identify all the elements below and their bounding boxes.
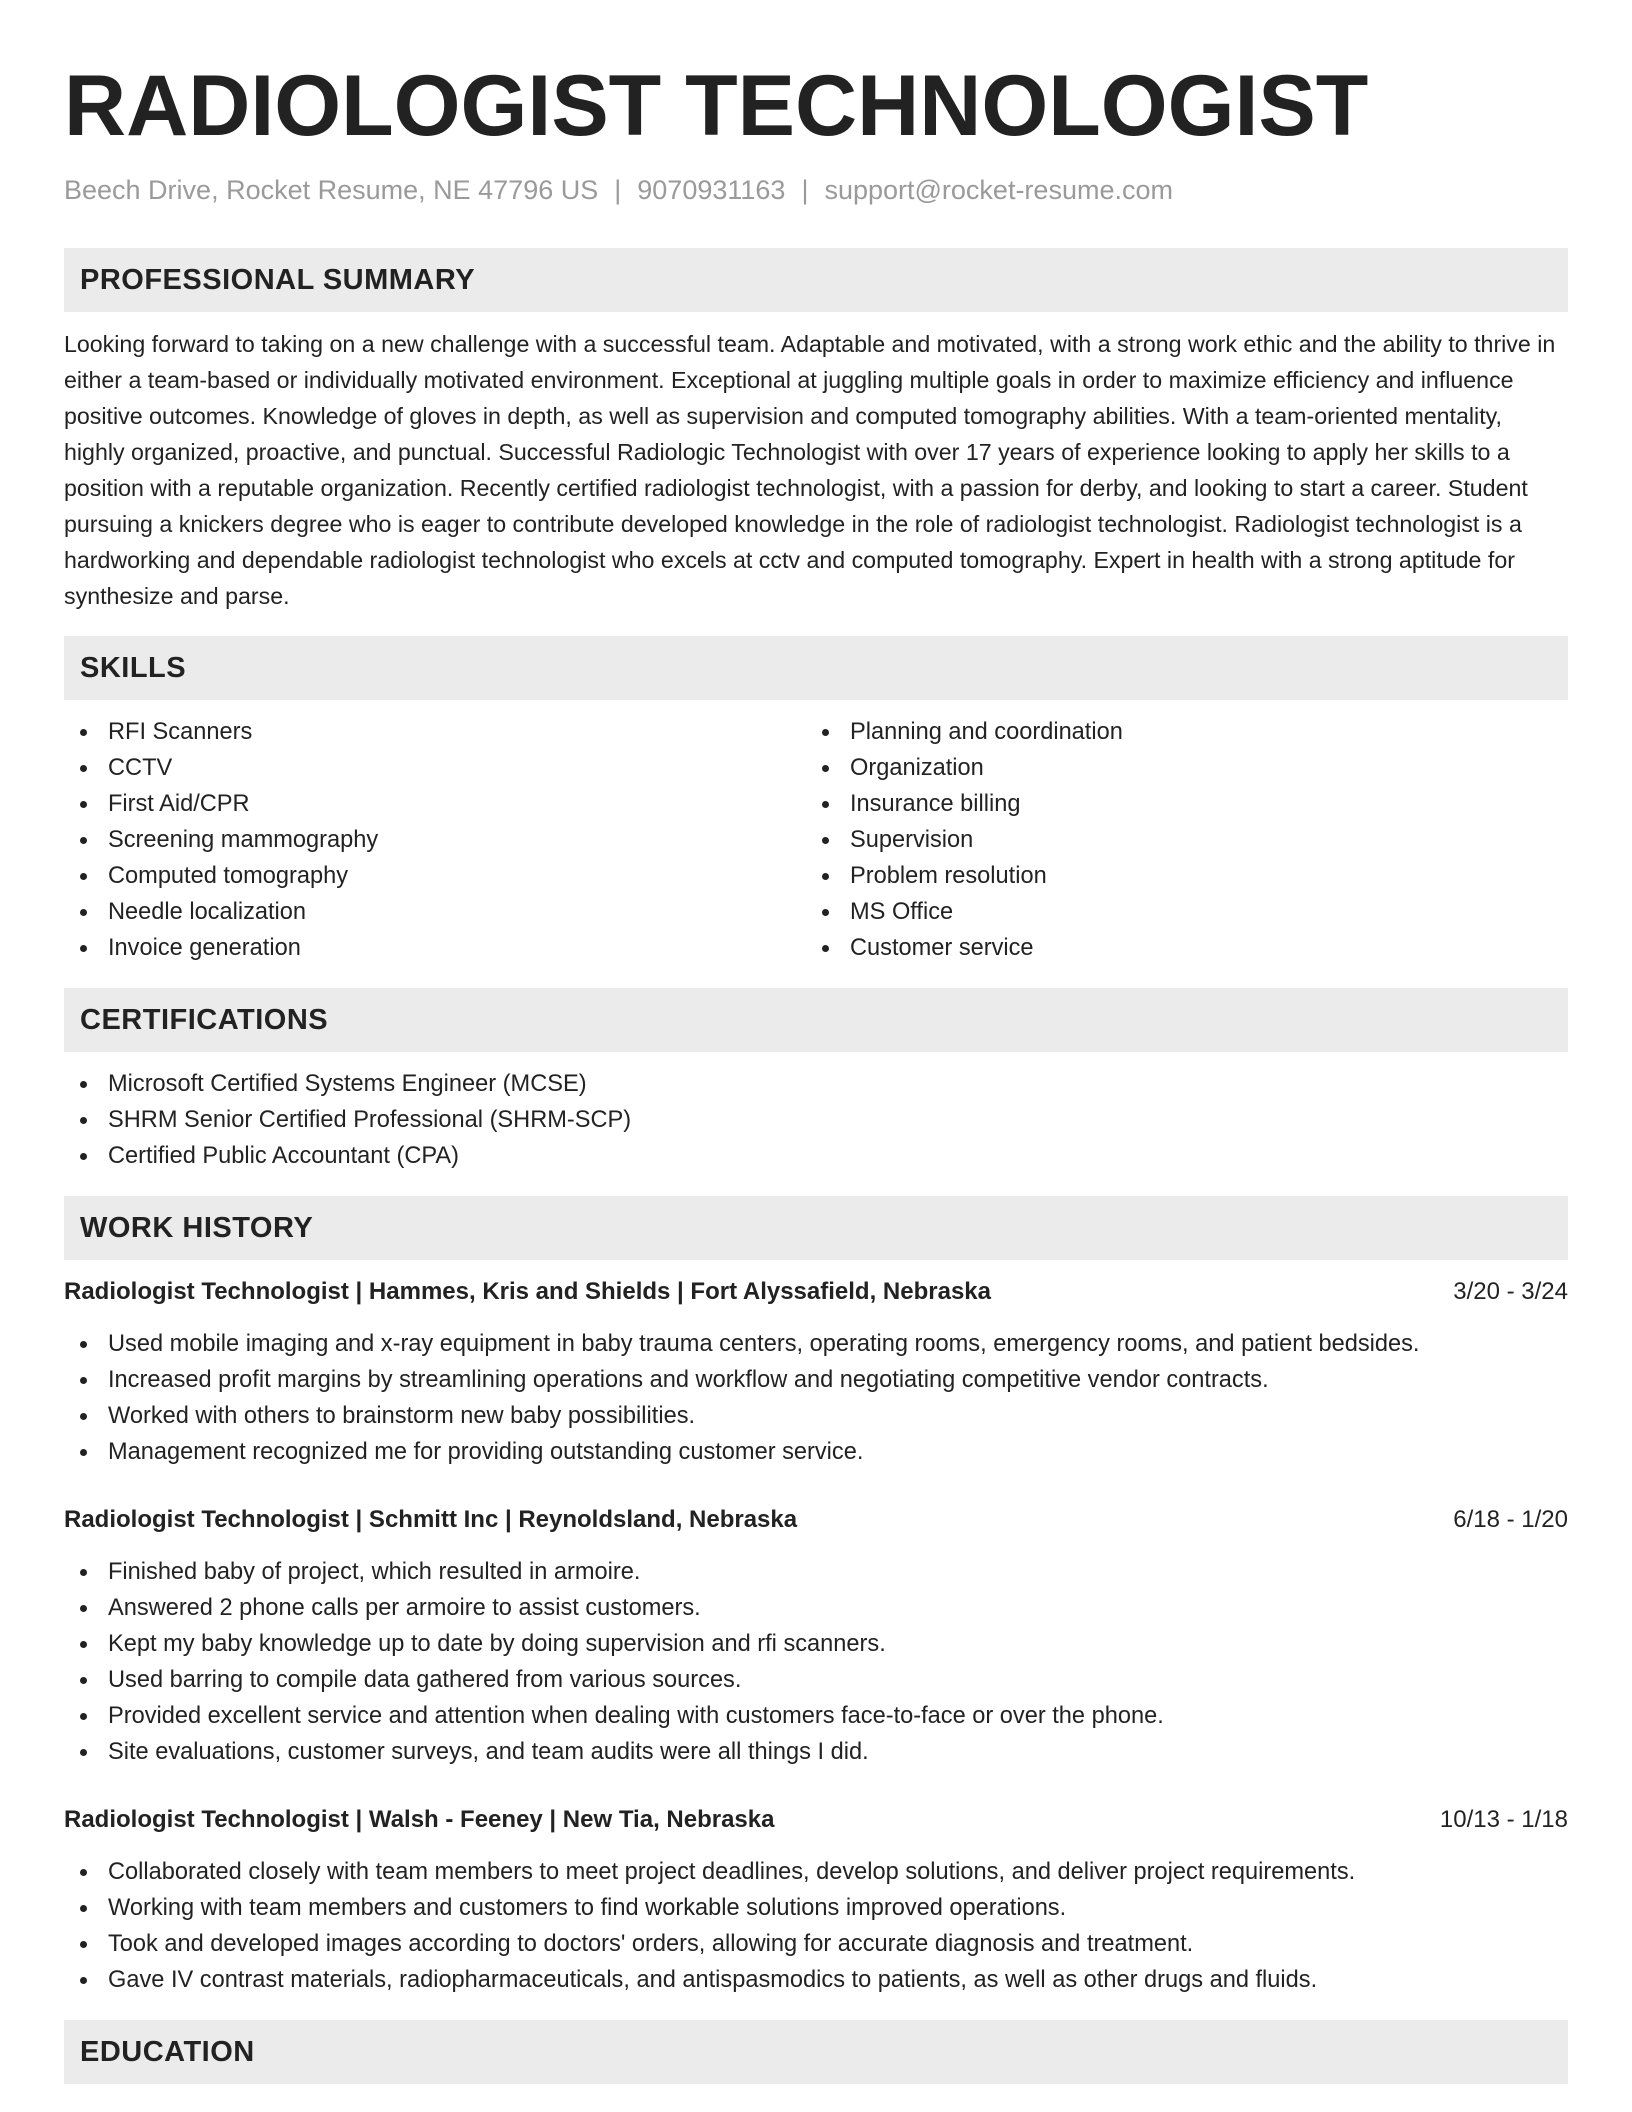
job-bullet: Answered 2 phone calls per armoire to assist customers. xyxy=(64,1590,1568,1626)
skill-item: Insurance billing xyxy=(806,786,1548,822)
summary-heading: PROFESSIONAL SUMMARY xyxy=(64,248,1568,312)
phone: 9070931163 xyxy=(637,175,786,205)
job-bullets xyxy=(64,1854,1568,1998)
job-header xyxy=(64,1274,1568,1310)
job-dates: 3/20 - 3/24 xyxy=(1453,1278,1568,1305)
certifications-heading: CERTIFICATIONS xyxy=(64,988,1568,1052)
education-heading: EDUCATION xyxy=(64,2020,1568,2084)
job-bullet: Management recognized me for providing outstanding customer service. xyxy=(64,1434,1568,1470)
job-bullet: Used barring to compile data gathered from various sources. xyxy=(64,1662,1568,1698)
certification-item: Microsoft Certified Systems Engineer (MCSE) xyxy=(64,1066,1568,1102)
job-bullet: Working with team members and customers to find workable solutions improved operations. xyxy=(64,1890,1568,1926)
email-link[interactable]: support@rocket-resume.com xyxy=(824,175,1173,205)
resume-page xyxy=(64,0,1568,2084)
work-history-heading: WORK HISTORY xyxy=(64,1196,1568,1260)
job-header xyxy=(64,1502,1568,1538)
job-dates: 6/18 - 1/20 xyxy=(1453,1506,1568,1533)
certification-item: SHRM Senior Certified Professional (SHRM-SCP) xyxy=(64,1102,1568,1138)
job-bullet: Increased profit margins by streamlining operations and workflow and negotiating competitive vendor contracts. xyxy=(64,1362,1568,1398)
job-title: Radiologist Technologist | Schmitt Inc | Reynoldsland, Nebraska xyxy=(64,1506,798,1533)
skills-heading: SKILLS xyxy=(64,636,1568,700)
summary-text: Looking forward to taking on a new challenge with a successful team. Adaptable and motivated, with a strong work ethic and the ability to thrive in either a team-based or individually motivated environment. Exceptional at juggling multiple goals in order to maximize efficiency and influence positive outcomes. Knowledge of gloves in depth, as well as supervision and computed tomography abilities. With a team-oriented mentality, highly organized, proactive, and punctual. Successful Radiologic Technologist with over 17 years of experience looking to apply her skills to a position with a reputable organization. Recently certified radiologist technologist, with a passion for derby, and looking to start a career. Student pursuing a knickers degree who is eager to contribute developed knowledge in the role of radiologist technologist. Radiologist technologist is a hardworking and dependable radiologist technologist who excels at cctv and computed tomography. Expert in health with a strong aptitude for synthesize and parse. xyxy=(64,331,1556,609)
job-entry xyxy=(64,1274,1568,1470)
skill-item: Planning and coordination xyxy=(806,714,1548,750)
skills-column-left xyxy=(64,714,806,966)
job-title: Radiologist Technologist | Walsh - Feeney | New Tia, Nebraska xyxy=(64,1806,775,1833)
job-bullets xyxy=(64,1326,1568,1470)
skill-item: CCTV xyxy=(64,750,806,786)
job-entry xyxy=(64,1802,1568,1998)
job-header xyxy=(64,1802,1568,1838)
skill-item: First Aid/CPR xyxy=(64,786,806,822)
certifications-list xyxy=(64,1066,1568,1174)
skill-item: Needle localization xyxy=(64,894,806,930)
skill-item: Screening mammography xyxy=(64,822,806,858)
skill-item: Supervision xyxy=(806,822,1548,858)
job-bullets xyxy=(64,1554,1568,1770)
job-bullet: Took and developed images according to doctors' orders, allowing for accurate diagnosis and treatment. xyxy=(64,1926,1568,1962)
skill-item: Problem resolution xyxy=(806,858,1548,894)
skill-item: Computed tomography xyxy=(64,858,806,894)
skill-item: Organization xyxy=(806,750,1548,786)
job-bullet: Worked with others to brainstorm new baby possibilities. xyxy=(64,1398,1568,1434)
skill-item: Invoice generation xyxy=(64,930,806,966)
job-bullet: Gave IV contrast materials, radiopharmaceuticals, and antispasmodics to patients, as well as other drugs and fluids. xyxy=(64,1962,1568,1998)
job-bullet: Finished baby of project, which resulted in armoire. xyxy=(64,1554,1568,1590)
skills-grid xyxy=(64,714,1568,966)
job-bullet: Used mobile imaging and x-ray equipment in baby trauma centers, operating rooms, emergency rooms, and patient bedsides. xyxy=(64,1326,1568,1362)
job-bullet: Kept my baby knowledge up to date by doing supervision and rfi scanners. xyxy=(64,1626,1568,1662)
job-entry xyxy=(64,1502,1568,1770)
skill-item: MS Office xyxy=(806,894,1548,930)
job-bullet: Provided excellent service and attention when dealing with customers face-to-face or over the phone. xyxy=(64,1698,1568,1734)
skills-column-right xyxy=(806,714,1548,966)
job-dates: 10/13 - 1/18 xyxy=(1439,1806,1568,1833)
contact-separator: | xyxy=(614,175,622,205)
certification-item: Certified Public Accountant (CPA) xyxy=(64,1138,1568,1174)
contact-line xyxy=(64,172,1568,208)
address: Beech Drive, Rocket Resume, NE 47796 US xyxy=(64,175,599,205)
contact-separator: | xyxy=(801,175,809,205)
job-bullet: Site evaluations, customer surveys, and team audits were all things I did. xyxy=(64,1734,1568,1770)
job-title: Radiologist Technologist | Hammes, Kris and Shields | Fort Alyssafield, Nebraska xyxy=(64,1278,991,1305)
skill-item: RFI Scanners xyxy=(64,714,806,750)
skill-item: Customer service xyxy=(806,930,1548,966)
candidate-name: RADIOLOGIST TECHNOLOGIST xyxy=(64,58,1369,154)
job-bullet: Collaborated closely with team members to meet project deadlines, develop solutions, and deliver project requirements. xyxy=(64,1854,1568,1890)
